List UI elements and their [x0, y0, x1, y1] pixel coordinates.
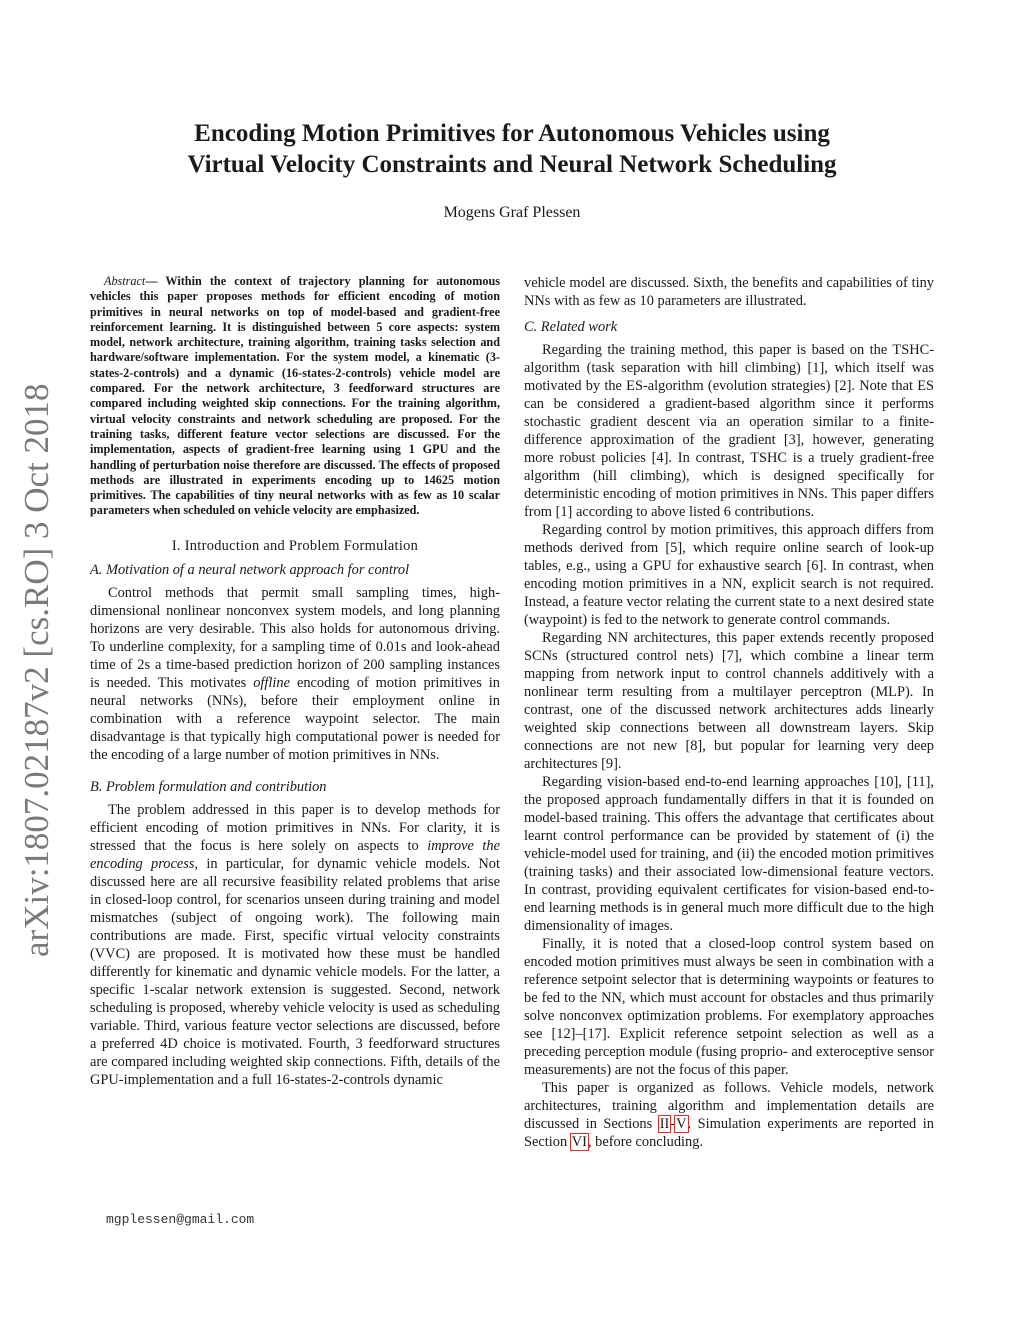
paragraph-problem [90, 801, 500, 1089]
paragraph-motion-primitives: Regarding control by motion primitives, this approach differs from methods derived from [5], which require online search of look-up tables, e.g., using a GPU for exhaustive search [6]. In contrast, when encoding motion primitives in a NN, explicit search is not required. Instead, a feature vector relating the current state to a next desired state (waypoint) is fed to the network to generate control commands. [524, 522, 934, 628]
abstract-label: Abstract [104, 274, 146, 288]
section-link[interactable]: V [676, 1116, 687, 1132]
section-link[interactable]: VI [571, 1134, 587, 1150]
arxiv-id: arXiv:1807.02187v2 [cs.RO] 3 Oct 2018 [17, 383, 56, 957]
subsection-heading-c: C. Related work [524, 319, 618, 335]
emphasis: improve the encoding process [90, 837, 500, 872]
text-run: , in particular, for dynamic vehicle models. Not discussed here are all recursive feasibility related problems that arise in closed-loop control, for scenarios unseen during training and model mismatches (subject of ongoing work). The following main contributions are made. First, specific virtual velocity constraints (VVC) are proposed. It is motivated how these must be handled differently for kinematic and dynamic vehicle models. For the latter, a specific 1-scalar network extension is suggested. Second, network scheduling is proposed, whereby vehicle velocity is used as scheduling variable. Third, various feature vector selections are discussed, before a preferred 4D choice is motivated. Fourth, 3 feedforward structures are compared including weighted skip connections. Fifth, details of the GPU-implementation and a full 16-states-2-controls dynamic [90, 855, 501, 1088]
arxiv-watermark [14, 360, 58, 960]
text-run: - [670, 1116, 676, 1132]
subsection-heading-b: B. Problem formulation and contribution [90, 778, 327, 795]
paper-title [120, 118, 904, 180]
right-column [524, 274, 934, 1151]
title-line-1: Encoding Motion Primitives for Autonomous Vehicles using [194, 120, 830, 147]
text-run: . Simulation experiments are reported in Section [524, 1116, 934, 1150]
paragraph-continued: vehicle model are discussed. Sixth, the benefits and capabilities of tiny NNs with as few as 10 parameters are illustrated. [524, 275, 934, 309]
section-heading: I. Introduction and Problem Formulation [171, 537, 419, 554]
author-name: Mogens Graf Plessen [443, 204, 581, 221]
abstract-text: — Within the context of trajectory planning for autonomous vehicles this paper proposes methods for efficient encoding of motion primitives in neural networks on top of model-based and gradient-free reinforcement learning. It is distinguished between 5 core aspects: system model, network architecture, training algorithm, training tasks selection and hardware/software implementation. For the system model, a kinematic (3-states-2-controls) and a dynamic (16-states-2-controls) vehicle model are compared. For the network architecture, 3 feedforward structures are compared including weighted skip connections. For the training algorithm, virtual velocity constraints and network scheduling are proposed. For the training tasks, different feature vector selections are discussed. For the implementation, aspects of gradient-free learning using 1 GPU and the handling of perturbation noise therefore are discussed. The effects of proposed methods are illustrated in experiments encoding up to 14625 motion primitives. The capabilities of tiny neural networks with as few as 10 scalar parameters when scheduled on vehicle velocity are emphasized. [90, 274, 500, 518]
left-column [90, 274, 500, 1089]
text-run: This paper is organized as follows. Vehicle models, network architectures, training algorithm and implementation details are discussed in Sections [524, 1080, 934, 1132]
text-run: encoding of motion primitives in neural networks (NNs), before their employment online in combination with a reference waypoint selector. The main disadvantage is that typically high computational power is needed for the encoding of a large number of motion primitives in NNs. [90, 674, 500, 763]
footnote-email: mgplessen@gmail.com [106, 1212, 255, 1227]
emphasis: offline [253, 674, 290, 691]
subsection-heading-a: A. Motivation of a neural network approach for control [90, 561, 410, 578]
paragraph-architectures: Regarding NN architectures, this paper extends recently proposed SCNs (structured control nets) [7], which combine a linear term mapping from network input to control channels additively with a nonlinear term resulting from a multilayer perceptron (MLP). In contrast, one of the discussed network architectures adds linearly weighted skip connections between all downstream layers. Skip connections are not new [8], but popular for learning very deep architectures [9]. [524, 630, 934, 772]
paragraph-vision-based: Regarding vision-based end-to-end learning approaches [10], [11], the proposed approach fundamentally differs in that it is founded on model-based training. This offers the advantage that certificates about learnt control performance can be provided by statement of (i) the vehicle-model used for training, and (ii) the encoded motion primitives (training tasks) and their associated low-dimensional feature vectors. In contrast, providing equivalent certificates for vision-based end-to-end learning methods is in general much more difficult due to the high dimensionality of images. [524, 774, 934, 934]
text-run: , before concluding. [587, 1134, 704, 1150]
paragraph-organization [524, 1079, 934, 1151]
paragraph-training-method: Regarding the training method, this paper is based on the TSHC-algorithm (task separation with hill climbing) [1], which itself was motivated by the ES-algorithm (evolution strategies) [2]. Note that ES can be considered a gradient-based algorithm since it performs stochastic gradient descent via an operation similar to a finite-difference approximation of the gradient [3], however, generating more robust policies [4]. In contrast, TSHC is a truely gradient-free algorithm (hill climbing), which is designed specifically for deterministic encoding of motion primitives in NNs. This paper differs from [1] according to above listed 6 contributions. [524, 342, 934, 520]
text-run: Control methods that permit small sampling times, high-dimensional nonlinear nonconvex system models, and long planning horizons are very desirable. This also holds for autonomous driving. To underline complexity, for a sampling time of 0.01s and look-ahead time of 2s a time-based prediction horizon of 200 sampling instances is needed. This motivates [90, 584, 500, 691]
abstract [90, 274, 500, 519]
paragraph-motivation [90, 584, 500, 764]
title-line-2: Virtual Velocity Constraints and Neural Network Scheduling [187, 151, 837, 178]
section-link[interactable]: II [659, 1116, 670, 1132]
paragraph-closed-loop: Finally, it is noted that a closed-loop control system based on encoded motion primitives must always be seen in combination with a reference setpoint selector that is determining waypoints or features to be fed to the NN, which must account for obstacles and thus primarily solve nonconvex optimization problems. For exemplatory approaches see [12]–[17]. Explicit reference setpoint selection as well as a preceding perception module (fusing proprio- and exteroceptive sensor measurements) are not the focus of this paper. [524, 936, 934, 1078]
text-run: The problem addressed in this paper is to develop methods for efficient encoding of motion primitives in NNs. For clarity, it is stressed that the focus is here solely on aspects to [90, 801, 500, 854]
